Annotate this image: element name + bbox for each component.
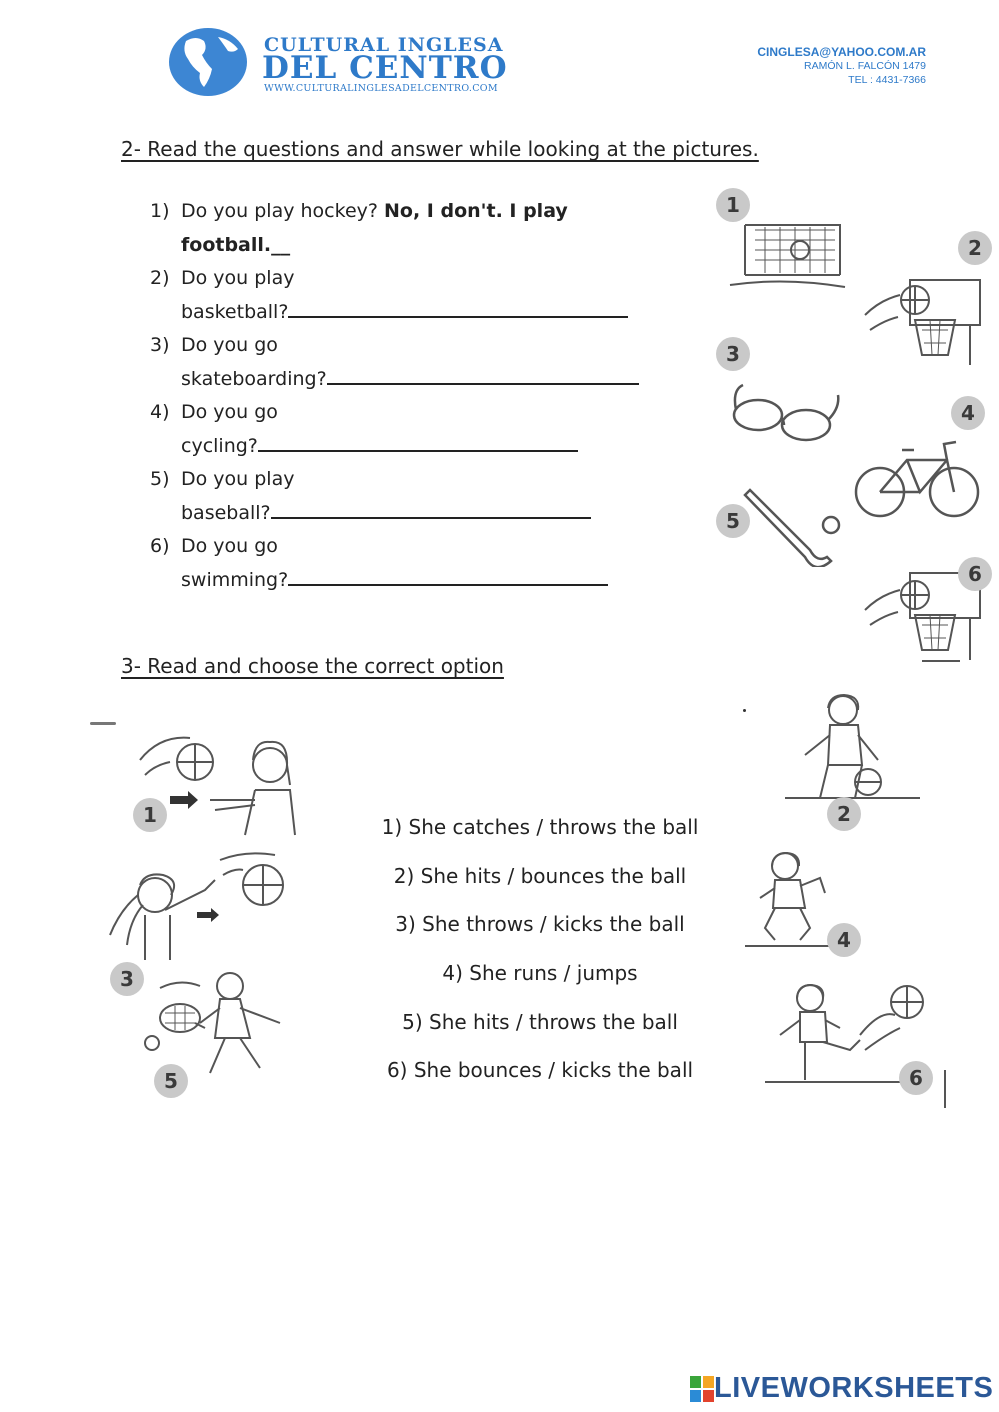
hockey-stick-icon — [735, 485, 845, 567]
question-text-cont: skateboarding? — [181, 367, 327, 390]
picture-badge: 6 — [958, 557, 992, 591]
liveworksheets-logo-icon — [690, 1376, 714, 1402]
question-number: 1) — [150, 200, 170, 222]
question-4 — [150, 396, 661, 463]
question-1 — [150, 195, 661, 262]
question-number: 6) — [150, 535, 170, 557]
girl-hitting-ball-icon — [140, 968, 300, 1078]
question-3 — [150, 329, 661, 396]
question-number: 5) — [150, 468, 170, 490]
picture-badge: 2 — [827, 797, 861, 831]
logo-line1: CULTURAL INGLESA — [264, 34, 504, 56]
question-text-cont: baseball? — [181, 501, 271, 524]
girl-bouncing-ball-icon — [780, 690, 925, 805]
globe-logo-icon — [168, 27, 250, 97]
contact-address: RAMÓN L. FALCÓN 1479 — [804, 60, 926, 72]
option-list — [340, 808, 740, 1100]
logo-url: WWW.CULTURALINGLESADELCENTRO.COM — [264, 83, 498, 94]
picture-badge: 6 — [899, 1061, 933, 1095]
picture-badge: 3 — [110, 962, 144, 996]
question-text: Do you play — [181, 267, 295, 289]
question-6 — [150, 530, 661, 597]
picture-badge: 2 — [958, 231, 992, 265]
option-5[interactable]: 5) She hits / throws the ball — [402, 1009, 678, 1034]
answer-blank[interactable] — [327, 363, 639, 385]
answer-text-cont[interactable]: football.__ — [181, 233, 291, 256]
picture-badge: 4 — [951, 396, 985, 430]
answer-blank[interactable] — [271, 497, 591, 519]
liveworksheets-brand[interactable] — [690, 1372, 993, 1405]
picture-badge: 5 — [716, 504, 750, 538]
decorative-mark — [90, 722, 116, 725]
answer-text[interactable]: No, I don't. I play — [384, 200, 568, 222]
option-6[interactable]: 6) She bounces / kicks the ball — [386, 1058, 694, 1083]
question-text: Do you play — [181, 468, 295, 490]
option-1[interactable]: 1) She catches / throws the ball — [381, 815, 699, 839]
girl-jumping-icon — [745, 848, 840, 948]
section3-heading: 3- Read and choose the correct option — [121, 654, 504, 678]
decorative-dot — [743, 709, 746, 712]
picture-badge: 3 — [716, 337, 750, 371]
girl-throwing-ball-icon — [105, 850, 290, 960]
question-text: Do you go — [181, 401, 278, 423]
option-4[interactable]: 4) She runs / jumps — [442, 961, 638, 986]
divider-line — [944, 1070, 946, 1108]
picture-badge: 4 — [827, 923, 861, 957]
question-number: 2) — [150, 267, 170, 289]
picture-badge: 5 — [154, 1064, 188, 1098]
picture-badge: 1 — [133, 798, 167, 832]
question-text: Do you go — [181, 334, 278, 356]
question-5 — [150, 463, 661, 530]
swimming-goggles-icon — [728, 380, 846, 450]
question-text: Do you play hockey? — [181, 200, 385, 222]
football-goal-icon — [725, 215, 850, 290]
section2-heading: 2- Read the questions and answer while looking at the pictures. — [121, 137, 759, 161]
basketball-hoop-icon — [860, 275, 990, 365]
answer-blank[interactable] — [258, 430, 578, 452]
option-3[interactable]: 3) She throws / kicks the ball — [395, 912, 685, 937]
contact-email[interactable]: CINGLESA@YAHOO.COM.AR — [757, 45, 926, 59]
contact-phone: TEL : 4431-7366 — [848, 74, 926, 86]
liveworksheets-text: LIVEWORKSHEETS — [714, 1372, 994, 1404]
contact-block — [757, 45, 926, 87]
question-text-cont: basketball? — [181, 300, 289, 323]
question-text: Do you go — [181, 535, 278, 557]
option-2[interactable]: 2) She hits / bounces the ball — [393, 863, 687, 888]
logo-line2: DEL CENTRO — [262, 50, 508, 86]
question-number: 3) — [150, 334, 170, 356]
question-number: 4) — [150, 401, 170, 423]
question-text-cont: swimming? — [181, 568, 289, 591]
question-list — [150, 195, 661, 597]
question-2 — [150, 262, 661, 329]
bicycle-icon — [852, 430, 982, 525]
answer-blank[interactable] — [288, 564, 608, 586]
question-text-cont: cycling? — [181, 434, 258, 457]
picture-badge: 1 — [716, 188, 750, 222]
answer-blank[interactable] — [288, 296, 628, 318]
